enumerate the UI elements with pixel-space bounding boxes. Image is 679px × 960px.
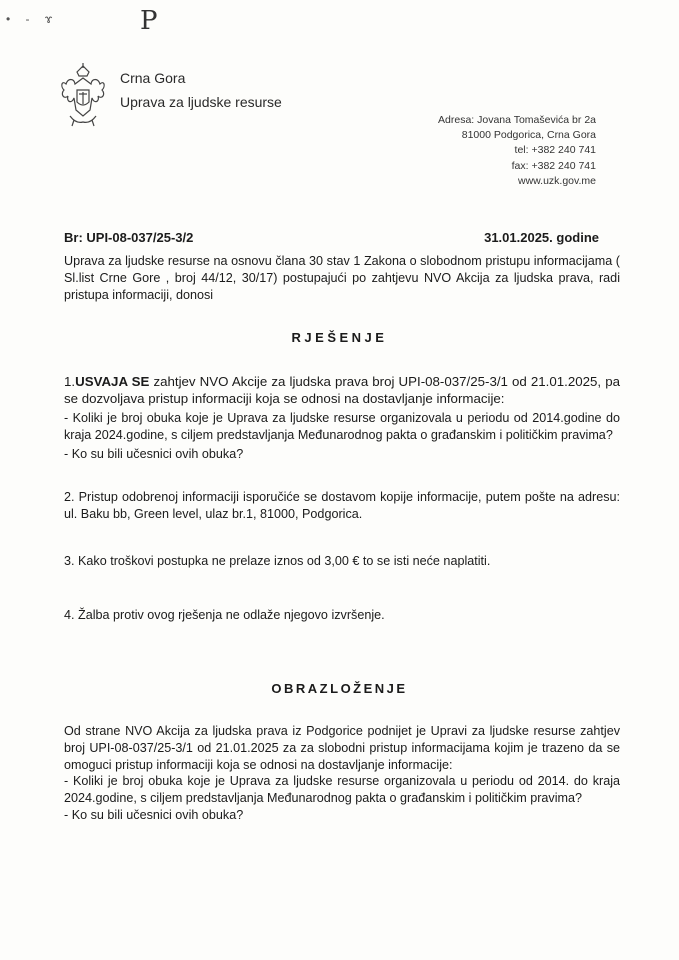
item-2: 2. Pristup odobrenoj informaciji isporučiće se dostavom kopije informacije, putem pošte na adresu: ul. Baku bb, Green level, ulaz br.1, 81000, Podgorica. (64, 490, 620, 521)
obrazlozenje-question-2: - Ko su bili učesnici ovih obuka? (64, 808, 244, 822)
contact-block (438, 113, 596, 189)
contact-city: 81000 Podgorica, Crna Gora (461, 129, 596, 142)
item-1-text: zahtjev NVO Akcije za ljudska prava broj UPI-08-037/25-3/1 od 21.01.2025, pa se dozvoljava pristup informaciji koja se odnosi na dostavljanje informacije: (64, 374, 620, 406)
country-name: Crna Gora (120, 70, 186, 86)
item-4: 4. Žalba protiv ovog rješenja ne odlaže njegovo izvršenje. (64, 608, 385, 622)
document-date: 31.01.2025. godine (484, 230, 599, 245)
agency-name: Uprava za ljudske resurse (120, 94, 282, 110)
coat-of-arms-icon (58, 62, 108, 130)
obrazlozenje-question-1: - Koliki je broj obuka koje je Uprava za ljudske resurse organizovala u periodu od 2014. do kraja 2024.godine, s ciljem predstavljanja Međunarodnog pakta o građanskim i političkim pravima? (64, 774, 620, 805)
organization-header (120, 66, 282, 114)
item-1-number: 1. (64, 374, 76, 389)
handwritten-mark: P (140, 6, 158, 36)
contact-tel: tel: +382 240 741 (514, 144, 596, 157)
contact-fax: fax: +382 240 741 (511, 159, 596, 172)
obrazlozenje-heading: OBRAZLOŽENJE (271, 681, 408, 696)
obrazlozenje-paragraph: Od strane NVO Akcija za ljudska prava iz Podgorice podnijet je Upravi za ljudske resurse zahtjev broj UPI-08-037/25-3/1 od 21.01.2025 za za slobodni pristup informacijama kojim je trazeno da se omoguci pristup informaciji koja se odnosi na dostavljanje informacije: (64, 724, 620, 772)
resenje-heading: RJEŠENJE (291, 330, 388, 345)
contact-web: www.uzk.gov.me (518, 174, 596, 187)
reference-number: Br: UPI-08-037/25-3/2 (64, 230, 194, 245)
item-1 (64, 373, 620, 407)
scan-marks: • - ɤ (6, 12, 59, 26)
item-1-question-1: - Koliki je broj obuka koje je Uprava za ljudske resurse organizovala u periodu od 2014.godine do kraja 2024.godine, s ciljem predstavljanja Međunarodnog pakta o građanskim i političkim pravima? (64, 411, 620, 442)
contact-address: Adresa: Jovana Tomaševića br 2a (438, 114, 596, 126)
intro-paragraph: Uprava za ljudske resurse na osnovu člana 30 stav 1 Zakona o slobodnom pristupu informacijama ( Sl.list Crne Gore , broj 44/12, 30/17) postupajući po zahtjevu NVO Akcija za ljudska prava, radi pristupa informaciji, donosi (64, 254, 620, 302)
item-1-question-2: - Ko su bili učesnici ovih obuka? (64, 447, 244, 461)
item-3: 3. Kako troškovi postupka ne prelaze iznos od 3,00 € to se isti neće naplatiti. (64, 554, 491, 568)
item-1-bold: USVAJA SE (75, 374, 150, 389)
